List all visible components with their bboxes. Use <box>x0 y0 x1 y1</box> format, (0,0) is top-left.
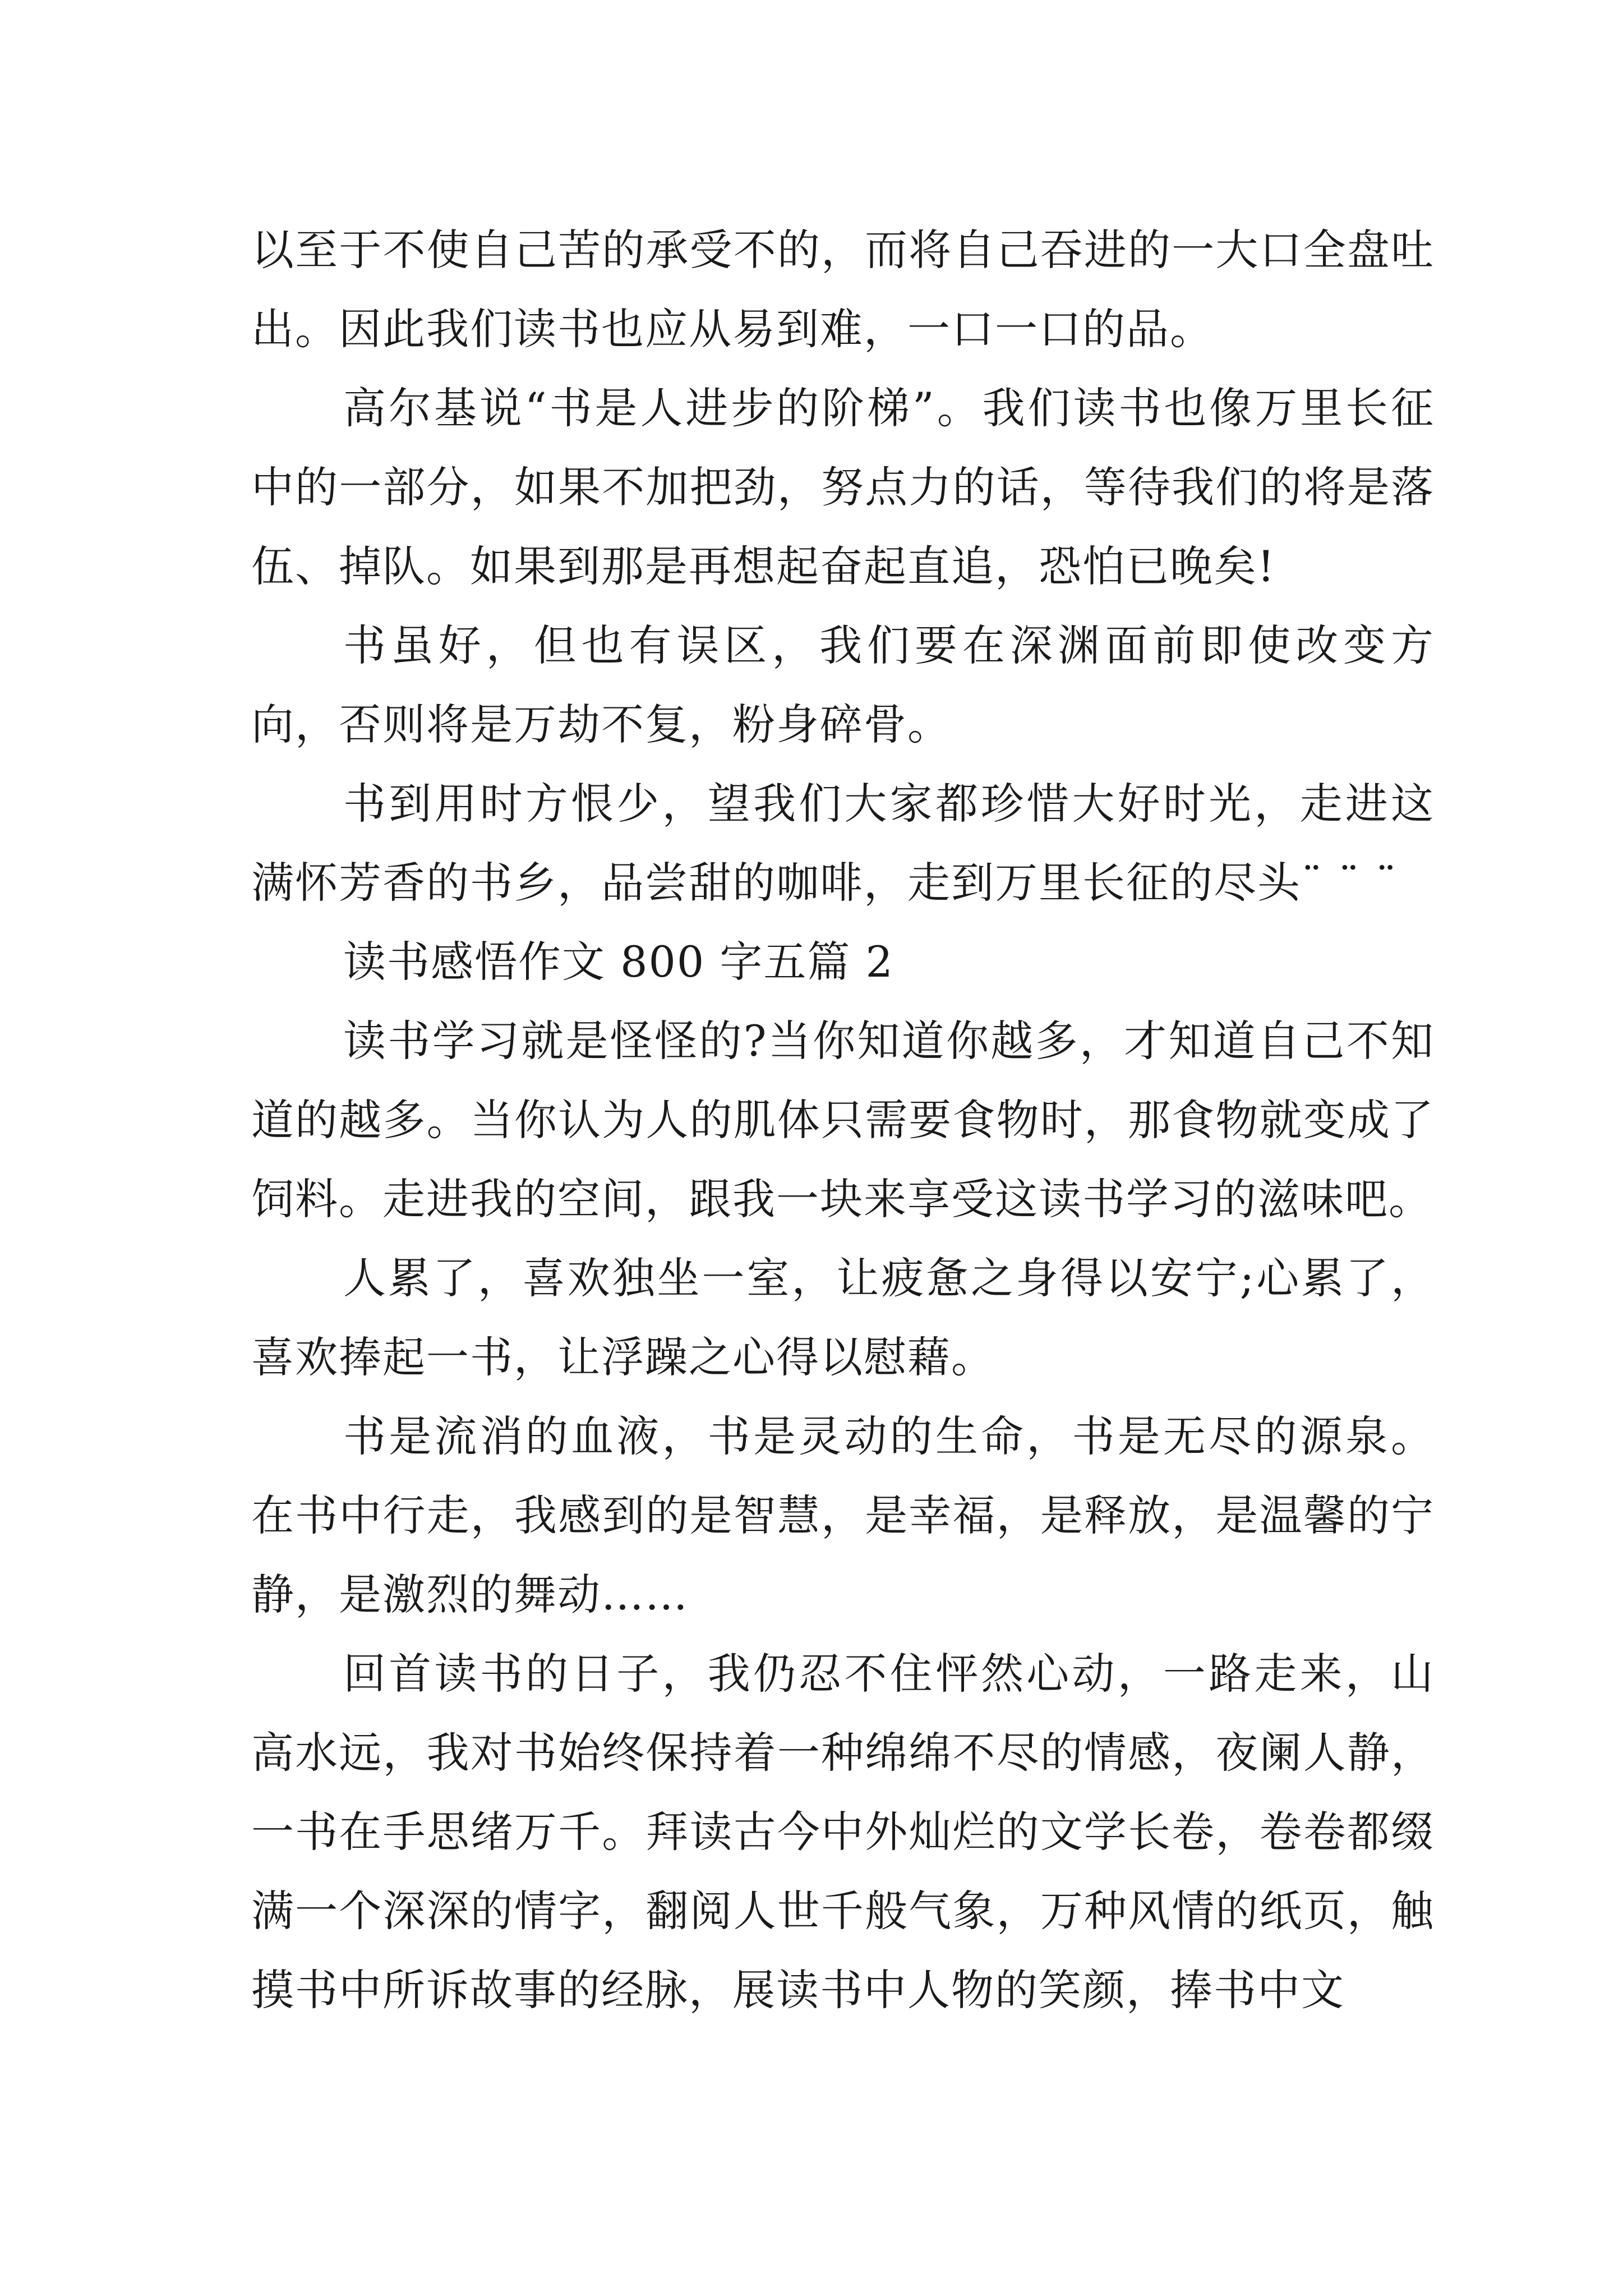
paragraph-2: 高尔基说“书是人进步的阶梯”。我们读书也像万里长征中的一部分，如果不加把劲，努点力的话，等待我们的将是落伍、掉队。如果到那是再想起奋起直追，恐怕已晚矣! <box>251 383 1435 591</box>
paragraph-9: 回首读书的日子，我仍忍不住怦然心动，一路走来，山高水远，我对书始终保持着一种绵绵不尽的情感，夜阑人静，一书在手思绪万千。拜读古今中外灿烂的文学长卷，卷卷都缀满一个深深的情字，翻阅人世千般气象，万种风情的纸页，触摸书中所诉故事的经脉，展读书中人物的笑颜，捧书中文 <box>251 1649 1435 2015</box>
paragraph-8: 书是流消的血液，书是灵动的生命，书是无尽的源泉。在书中行走，我感到的是智慧，是幸福，是释放，是温馨的宁静，是激烈的舞动…… <box>251 1411 1435 1619</box>
paragraph-3: 书虽好，但也有误区，我们要在深渊面前即使改变方向，否则将是万劫不复，粉身碎骨。 <box>251 620 1435 749</box>
paragraph-1: 以至于不使自己苦的承受不的，而将自己吞进的一大口全盘吐出。因此我们读书也应从易到难，一口一口的品。 <box>251 225 1435 354</box>
paragraph-4: 书到用时方恨少，望我们大家都珍惜大好时光，走进这满怀芳香的书乡，品尝甜的咖啡，走到万里长征的尽头¨ ¨ ¨ <box>251 779 1435 908</box>
paragraph-7: 人累了，喜欢独坐一室，让疲惫之身得以安宁;心累了，喜欢捧起一书，让浮躁之心得以慰藉。 <box>251 1253 1435 1382</box>
paragraph-6: 读书学习就是怪怪的?当你知道你越多，才知道自己不知道的越多。当你认为人的肌体只需要食物时，那食物就变成了饲料。走进我的空间，跟我一块来享受这读书学习的滋味吧。 <box>251 1016 1435 1224</box>
section-heading: 读书感悟作文 800 字五篇 2 <box>343 937 894 987</box>
document-body <box>251 210 1435 2030</box>
